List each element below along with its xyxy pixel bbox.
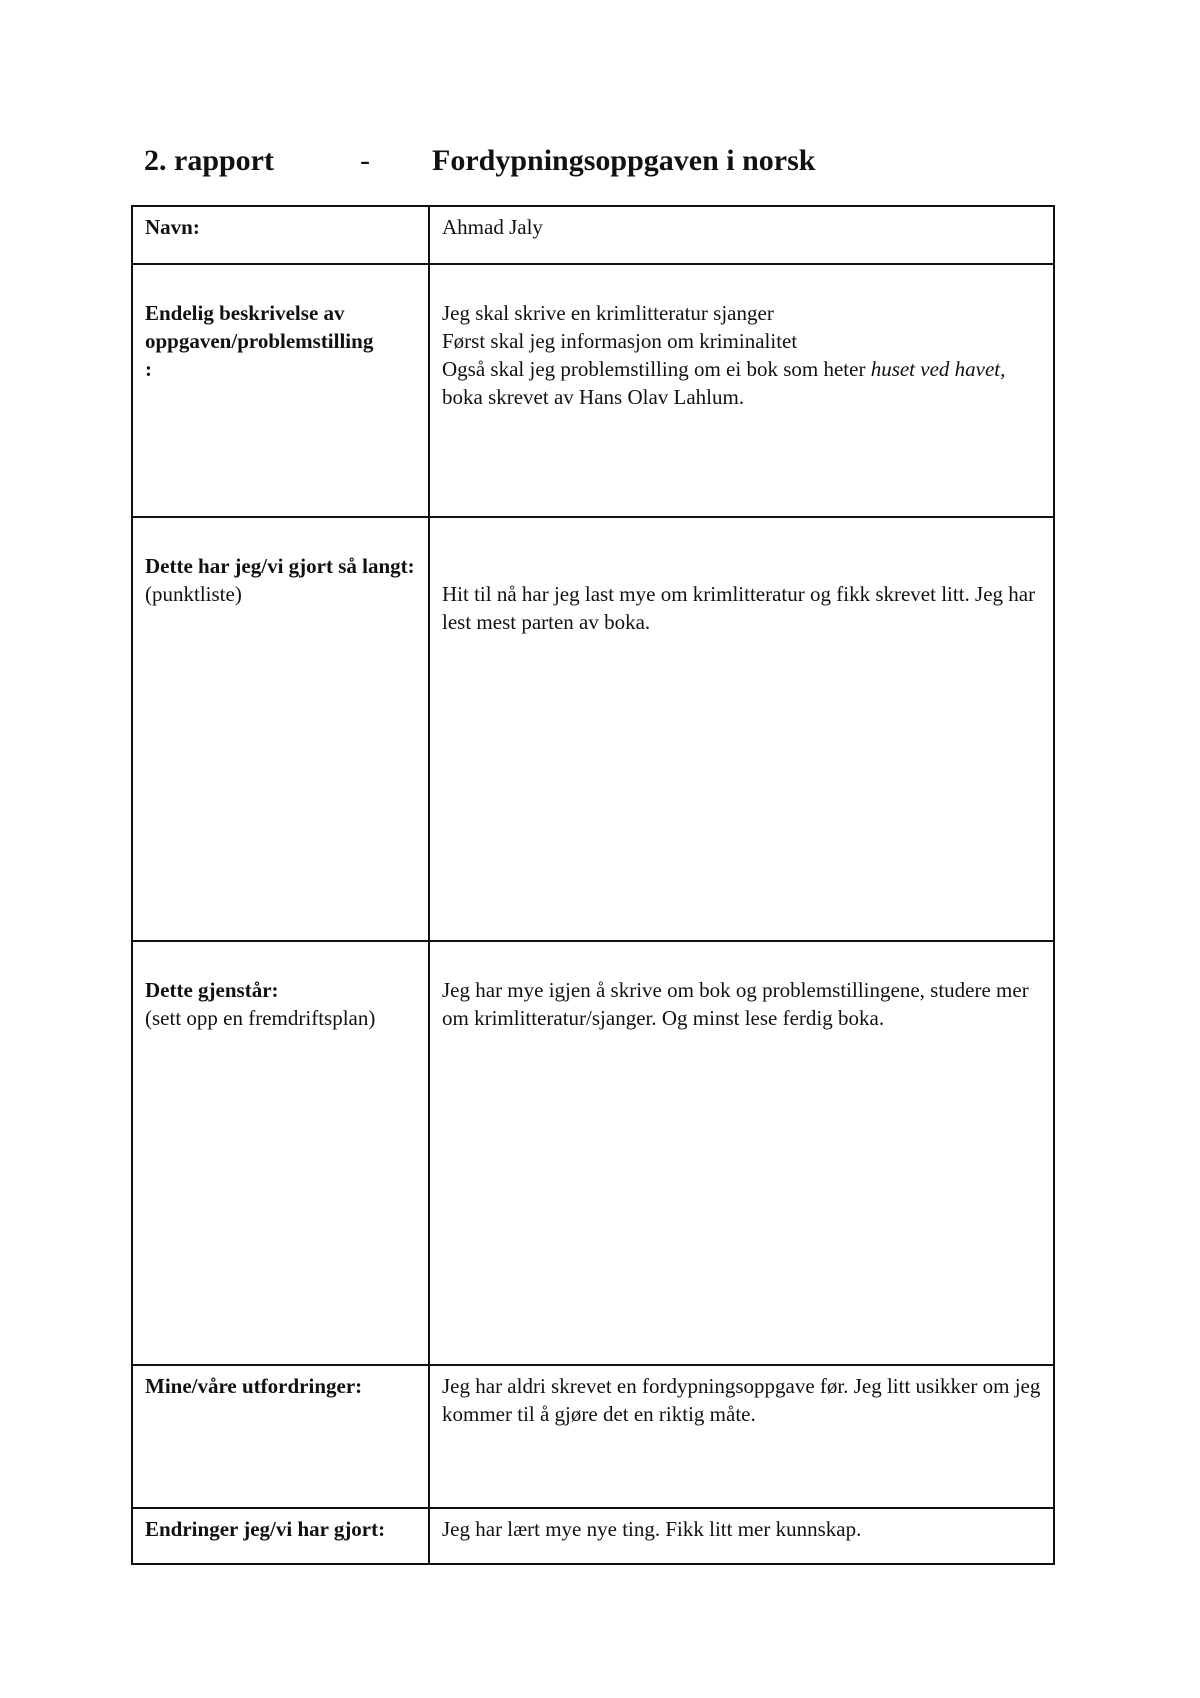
label-cell	[132, 1508, 429, 1564]
remaining-value: Jeg har mye igjen å skrive om bok og problemstillingene, studere mer om krimlitteratur/sjanger. Og minst lese ferdig boka.	[442, 978, 1029, 1030]
label-cell	[132, 517, 429, 941]
value-cell	[429, 1508, 1054, 1564]
description-label-line3: :	[145, 357, 152, 381]
challenges-label: Mine/våre utfordringer:	[145, 1374, 363, 1398]
remaining-label-note: (sett opp en fremdriftsplan)	[145, 1006, 376, 1030]
value-cell	[429, 941, 1054, 1365]
label-cell	[132, 206, 429, 264]
description-value-line1: Jeg skal skrive en krimlitteratur sjanger	[442, 301, 774, 325]
book-title: huset ved havet,	[870, 357, 1006, 381]
progress-label-bold: Dette har jeg/vi gjort så langt:	[145, 554, 415, 578]
report-subject: Fordypningsoppgaven i norsk	[432, 144, 816, 177]
progress-label	[145, 554, 415, 606]
row-name	[132, 206, 1054, 264]
label-cell	[132, 1365, 429, 1508]
row-description	[132, 264, 1054, 517]
title-dash: -	[360, 144, 370, 177]
changes-label: Endringer jeg/vi har gjort:	[145, 1517, 386, 1541]
progress-value: Hit til nå har jeg last mye om krimlitteratur og fikk skrevet litt. Jeg har lest mest parten av boka.	[442, 582, 1036, 634]
name-value: Ahmad Jaly	[442, 215, 543, 239]
description-text-end: boka skrevet av Hans Olav Lahlum.	[442, 385, 745, 409]
remaining-label: Dette gjenstår:	[145, 978, 279, 1002]
row-changes	[132, 1508, 1054, 1564]
description-value-line3	[442, 355, 1043, 411]
report-number: 2. rapport	[144, 144, 274, 177]
description-text-start: Også skal jeg problemstilling om ei bok som heter	[442, 357, 871, 381]
value-cell	[429, 264, 1054, 517]
changes-value: Jeg har lært mye nye ting. Fikk litt mer kunnskap.	[442, 1517, 862, 1541]
label-cell	[132, 941, 429, 1365]
value-cell	[429, 517, 1054, 941]
row-remaining	[132, 941, 1054, 1365]
description-label-line1: Endelig beskrivelse av	[145, 301, 345, 325]
progress-label-note: (punktliste)	[145, 582, 242, 606]
label-cell	[132, 264, 429, 517]
page-title	[144, 140, 1044, 190]
challenges-value: Jeg har aldri skrevet en fordypningsoppgave før. Jeg litt usikker om jeg kommer til å gjøre det en riktig måte.	[442, 1374, 1041, 1426]
report-table	[131, 205, 1055, 1565]
row-challenges	[132, 1365, 1054, 1508]
description-label-line2: oppgaven/problemstilling	[145, 329, 374, 353]
name-label: Navn:	[145, 215, 200, 239]
value-cell	[429, 1365, 1054, 1508]
row-progress	[132, 517, 1054, 941]
description-value-line2: Først skal jeg informasjon om kriminalitet	[442, 329, 798, 353]
value-cell	[429, 206, 1054, 264]
